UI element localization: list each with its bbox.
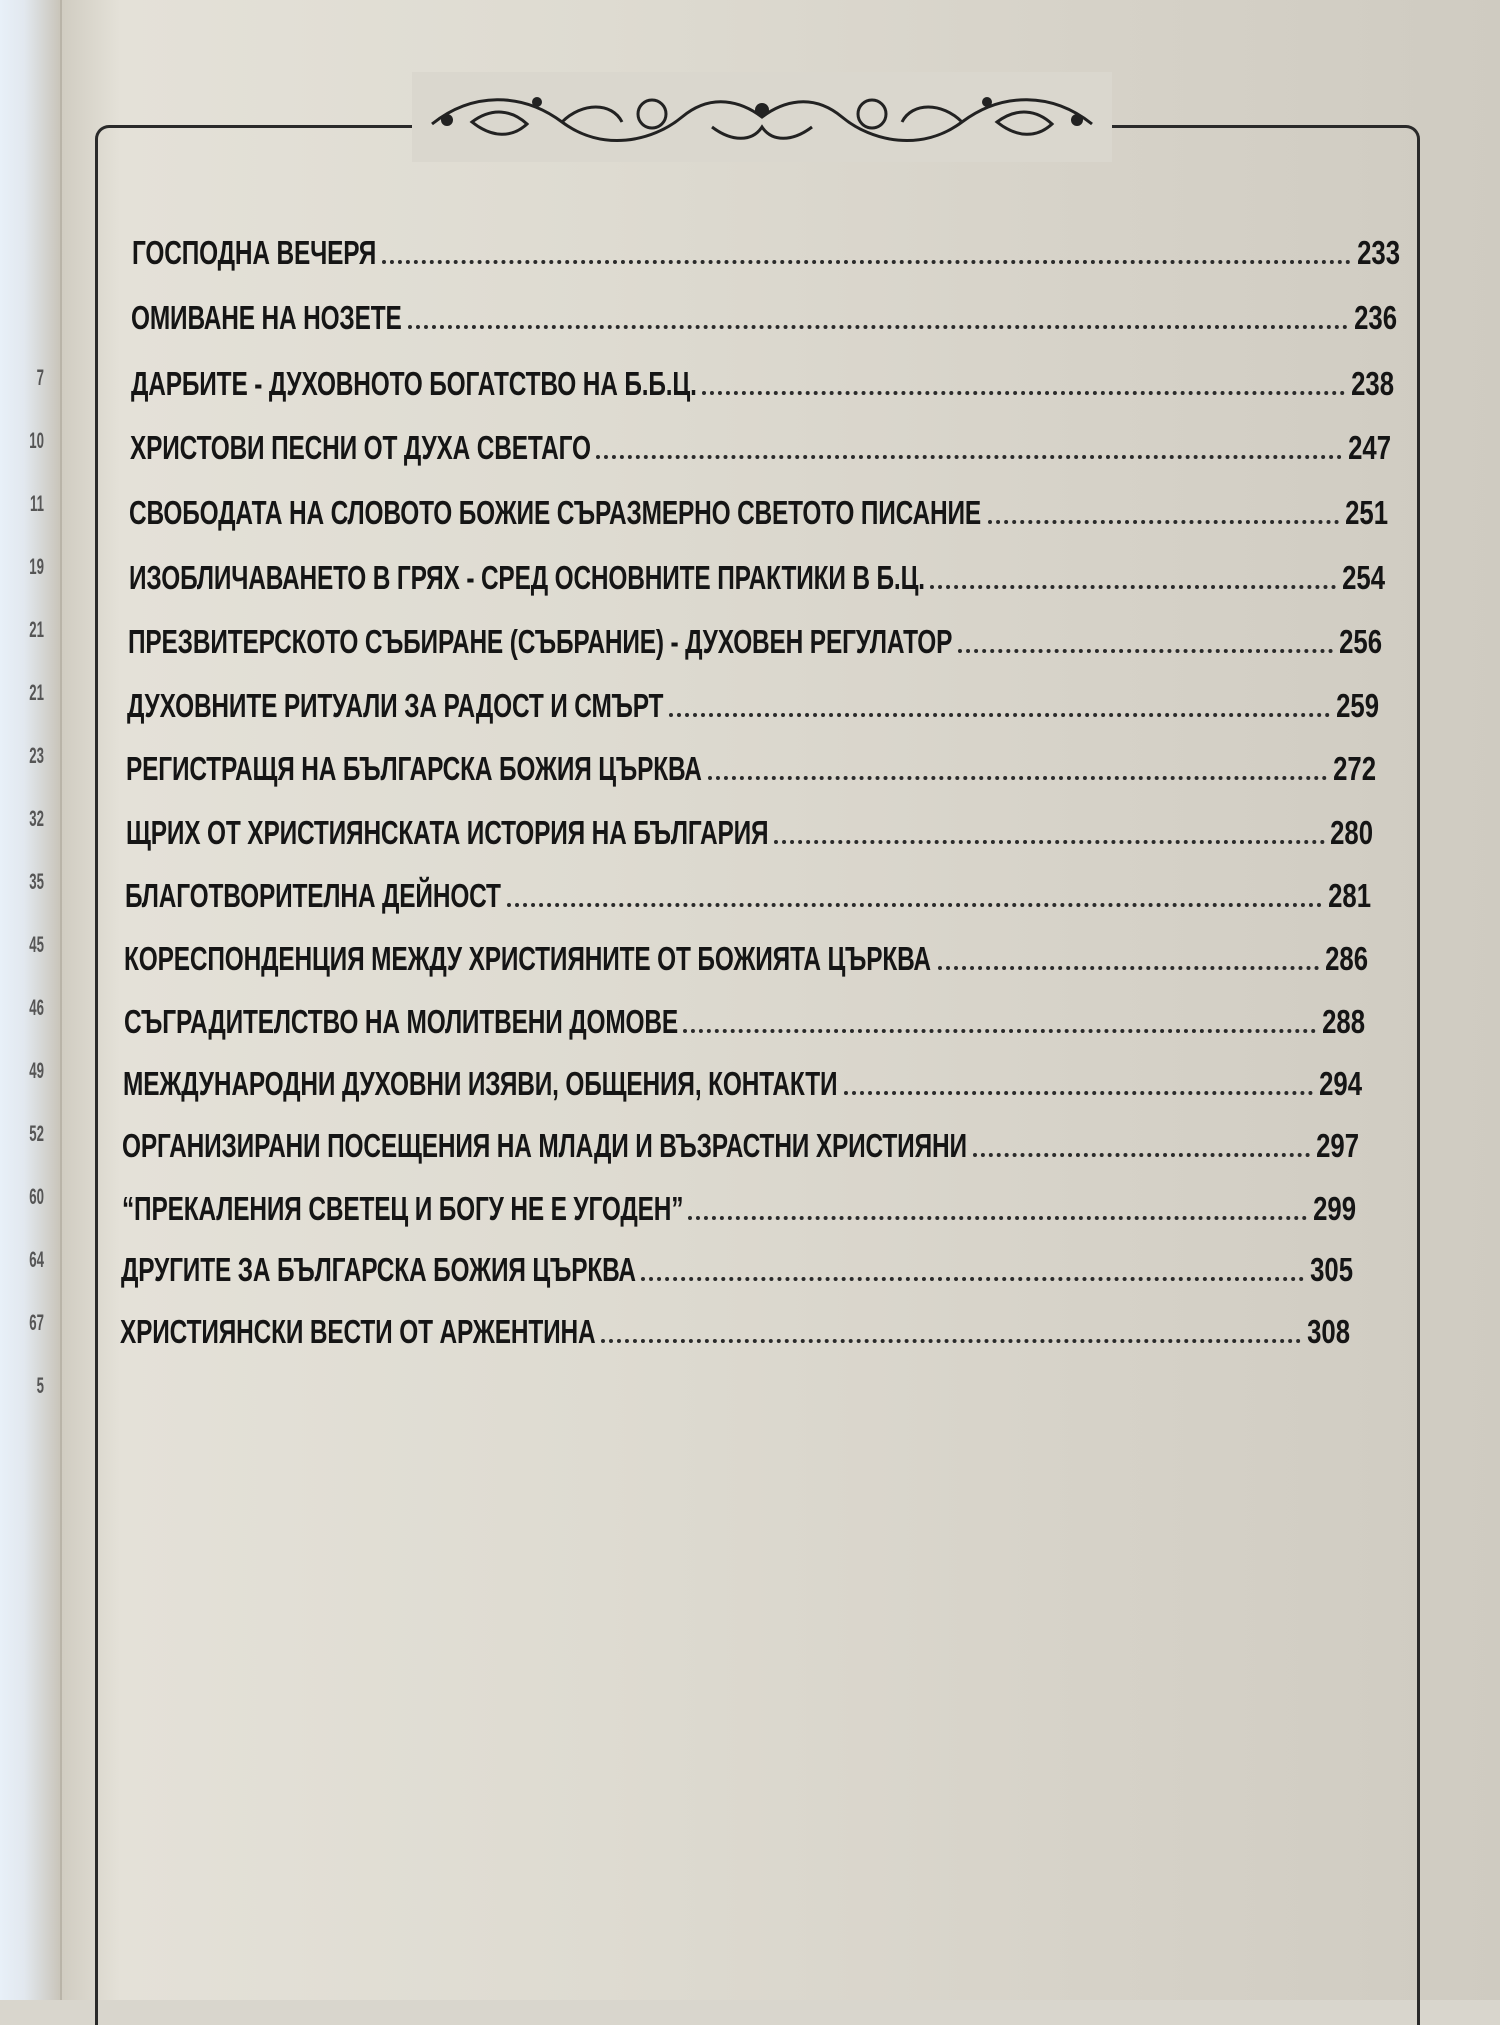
- toc-dot-leader: [601, 1338, 1301, 1343]
- toc-entry: [125, 875, 1371, 915]
- toc-entry: [123, 1063, 1362, 1103]
- toc-entry: [129, 492, 1388, 532]
- left-page-number: 7: [36, 365, 44, 390]
- left-page-number: 23: [29, 743, 44, 768]
- toc-dot-leader: [641, 1276, 1304, 1281]
- toc-entry-title: ДУХОВНИТЕ РИТУАЛИ ЗА РАДОСТ И СМЪРТ: [127, 686, 664, 724]
- left-page-number: 10: [29, 428, 44, 453]
- toc-entry-page: 280: [1330, 813, 1374, 851]
- toc-entry-page: 308: [1307, 1312, 1350, 1350]
- toc-dot-leader: [938, 965, 1319, 970]
- toc-entry-page: 288: [1321, 1002, 1365, 1040]
- toc-entry-title: ГОСПОДНА ВЕЧЕРЯ: [132, 234, 377, 271]
- left-page-number: 11: [30, 491, 44, 516]
- left-page-numbers: [8, 0, 48, 2000]
- toc-entry: [132, 232, 1400, 272]
- toc-entry: [122, 1125, 1359, 1165]
- toc-entry-page: 294: [1318, 1065, 1362, 1103]
- left-page-number: 5: [36, 1373, 44, 1398]
- left-page-number: 32: [29, 806, 44, 831]
- toc-entry: [124, 1001, 1365, 1041]
- toc-entry-title: ДАРБИТЕ - ДУХОВНОТО БОГАТСТВО НА Б.Б.Ц.: [130, 364, 697, 402]
- toc-entry-page: 286: [1324, 939, 1368, 977]
- left-page-number: 64: [29, 1247, 44, 1272]
- toc-entry-title: СВОБОДАТА НА СЛОВОТО БОЖИЕ СЪРАЗМЕРНО СВЕТОТО ПИСАНИЕ: [129, 494, 982, 532]
- left-page-number: 46: [29, 995, 44, 1020]
- toc-entry: [126, 748, 1376, 788]
- toc-entry-page: 305: [1309, 1251, 1353, 1289]
- left-page-number: 35: [29, 869, 44, 894]
- toc-dot-leader: [408, 324, 1348, 329]
- toc-dot-leader: [382, 259, 1351, 264]
- toc-dot-leader: [683, 1028, 1315, 1033]
- left-page-number: 52: [29, 1121, 44, 1146]
- toc-entry-page: 297: [1315, 1127, 1359, 1165]
- toc-entry: [124, 938, 1367, 978]
- floral-ornament: [412, 72, 1112, 162]
- left-page-number: 60: [29, 1184, 44, 1209]
- toc-entry-page: 251: [1345, 494, 1389, 532]
- toc-dot-leader: [973, 1152, 1310, 1157]
- toc-entry: [129, 557, 1386, 597]
- toc-entry-page: 272: [1333, 750, 1377, 788]
- toc-entry-page: 238: [1351, 364, 1395, 402]
- toc-entry-title: ДРУГИТЕ ЗА БЪЛГАРСКА БОЖИЯ ЦЪРКВА: [120, 1251, 636, 1289]
- toc-dot-leader: [958, 648, 1333, 653]
- toc-entry: [131, 363, 1395, 403]
- toc-entry-page: 299: [1312, 1189, 1356, 1227]
- toc-entry: [131, 297, 1397, 337]
- toc-entry: [121, 1249, 1353, 1289]
- left-page-number: 19: [29, 554, 44, 579]
- toc-entry-title: БЛАГОТВОРИТЕЛНА ДЕЙНОСТ: [125, 877, 501, 914]
- toc-entry-title: ХРИСТОВИ ПЕСНИ ОТ ДУХА СВЕТАГО: [129, 429, 591, 467]
- left-page-number: 49: [29, 1058, 44, 1083]
- toc-dot-leader: [702, 390, 1345, 395]
- left-page-number: 67: [29, 1310, 44, 1335]
- toc-dot-leader: [774, 839, 1324, 844]
- toc-entry: [127, 685, 1379, 725]
- left-page-number: 21: [29, 680, 44, 705]
- toc-entry-title: ОРГАНИЗИРАНИ ПОСЕЩЕНИЯ НА МЛАДИ И ВЪЗРАСТНИ ХРИСТИЯНИ: [122, 1127, 968, 1165]
- toc-entry-title: ПРЕЗВИТЕРСКОТО СЪБИРАНЕ (СЪБРАНИЕ) - ДУХОВЕН РЕГУЛАТОР: [127, 622, 953, 660]
- toc-entry-page: 233: [1357, 234, 1400, 271]
- toc-entry: [126, 812, 1374, 852]
- toc-dot-leader: [688, 1215, 1307, 1220]
- toc-dot-leader: [708, 775, 1327, 780]
- toc-entry-page: 247: [1348, 429, 1392, 467]
- toc-entry-title: МЕЖДУНАРОДНИ ДУХОВНИ ИЗЯВИ, ОБЩЕНИЯ, КОНТАКТИ: [122, 1065, 838, 1103]
- toc-entry-title: “ПРЕКАЛЕНИЯ СВЕТЕЦ И БОГУ НЕ Е УГОДЕН”: [121, 1189, 683, 1227]
- toc-entry: [128, 621, 1383, 661]
- toc-entry-page: 236: [1354, 299, 1398, 337]
- toc-entry-title: РЕГИСТРАЩЯ НА БЪЛГАРСКА БОЖИЯ ЦЪРКВА: [126, 750, 703, 788]
- toc-dot-leader: [844, 1090, 1313, 1095]
- left-page-number: 45: [29, 932, 44, 957]
- toc-entry-page: 256: [1339, 622, 1383, 660]
- left-page-number: 21: [29, 617, 44, 642]
- toc-dot-leader: [988, 519, 1340, 524]
- toc-entry-title: ХРИСТИЯНСКИ ВЕСТИ ОТ АРЖЕНТИНА: [120, 1312, 596, 1350]
- toc-dot-leader: [507, 902, 1322, 907]
- toc-entry: [130, 427, 1391, 467]
- toc-dot-leader: [669, 712, 1330, 717]
- toc-dot-leader: [930, 584, 1336, 589]
- toc-entry-title: ОМИВАНЕ НА НОЗЕТЕ: [131, 299, 402, 337]
- toc-entry-page: 254: [1342, 558, 1386, 596]
- toc-entry: [122, 1188, 1356, 1228]
- toc-entry-page: 281: [1327, 877, 1371, 914]
- toc-entry-title: СЪГРАДИТЕЛСТВО НА МОЛИТВЕНИ ДОМОВЕ: [123, 1002, 678, 1040]
- toc-entry-title: КОРЕСПОНДЕНЦИЯ МЕЖДУ ХРИСТИЯНИТЕ ОТ БОЖИЯТА ЦЪРКВА: [124, 939, 932, 977]
- toc-entry-page: 259: [1336, 686, 1380, 724]
- toc-entry-title: ИЗОБЛИЧАВАНЕТО В ГРЯХ - СРЕД ОСНОВНИТЕ ПРАКТИКИ В Б.Ц.: [128, 558, 925, 596]
- toc-entry: [120, 1311, 1350, 1351]
- toc-dot-leader: [596, 454, 1342, 459]
- toc-entry-title: ЩРИХ ОТ ХРИСТИЯНСКАТА ИСТОРИЯ НА БЪЛГАРИЯ: [125, 813, 769, 851]
